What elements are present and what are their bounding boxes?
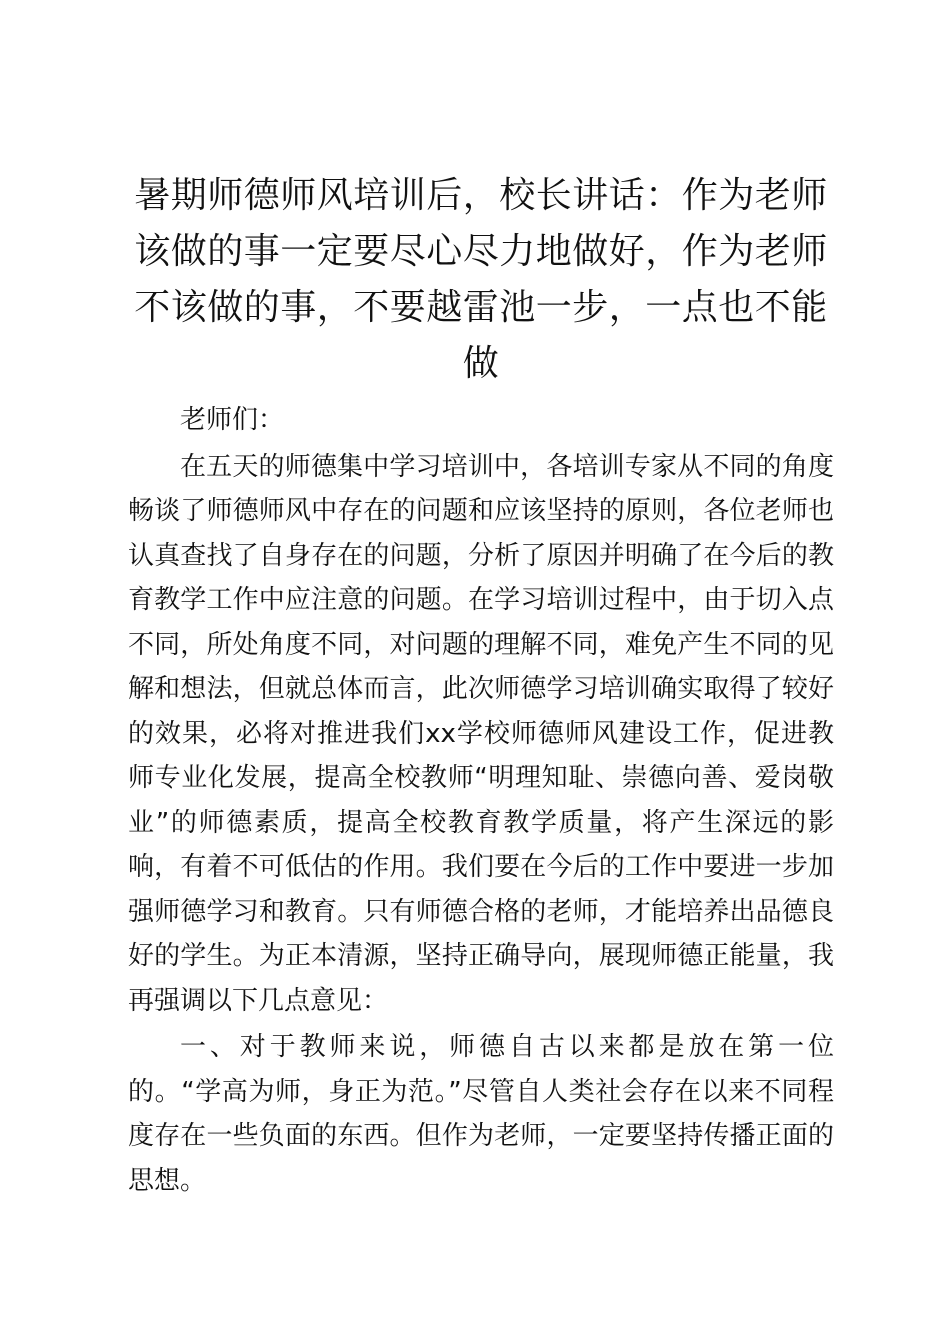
paragraph-point-one: 一、对于教师来说，师德自古以来都是放在第一位的。“学高为师，身正为范。”尽管自人类社会存在以来不同程度存在一些负面的东西。但作为老师，一定要坚持传播正面的思想。 [128,1032,834,1196]
salutation: 老师们： [180,405,285,435]
paragraph-intro: 在五天的师德集中学习培训中，各培训专家从不同的角度畅谈了师德师风中存在的问题和应该坚持的原则，各位老师也认真查找了自身存在的问题，分析了原因并明确了在今后的教育教学工作中应注意的问题。在学习培训过程中，由于切入点不同，所处角度不同，对问题的理解不同，难免产生不同的见解和想法，但就总体而言，此次师德学习培训确实取得了较好的效果，必将对推进我们xx学校师德师风建设工作，促进教师专业化发展，提高全校教师“明理知耻、崇德向善、爱岗敬业”的师德素质，提高全校教育教学质量，将产生深远的影响，有着不可低估的作用。我们要在今后的工作中要进一步加强师德学习和教育。只有师德合格的老师，才能培养出品德良好的学生。为正本清源，坚持正确导向，展现师德正能量，我再强调以下几点意见： [128,451,834,1016]
document-title: 暑期师德师风培训后，校长讲话：作为老师该做的事一定要尽心尽力地做好，作为老师不该做的事，不要越雷池一步，一点也不能做 [134,175,828,384]
document-body [128,168,834,1203]
